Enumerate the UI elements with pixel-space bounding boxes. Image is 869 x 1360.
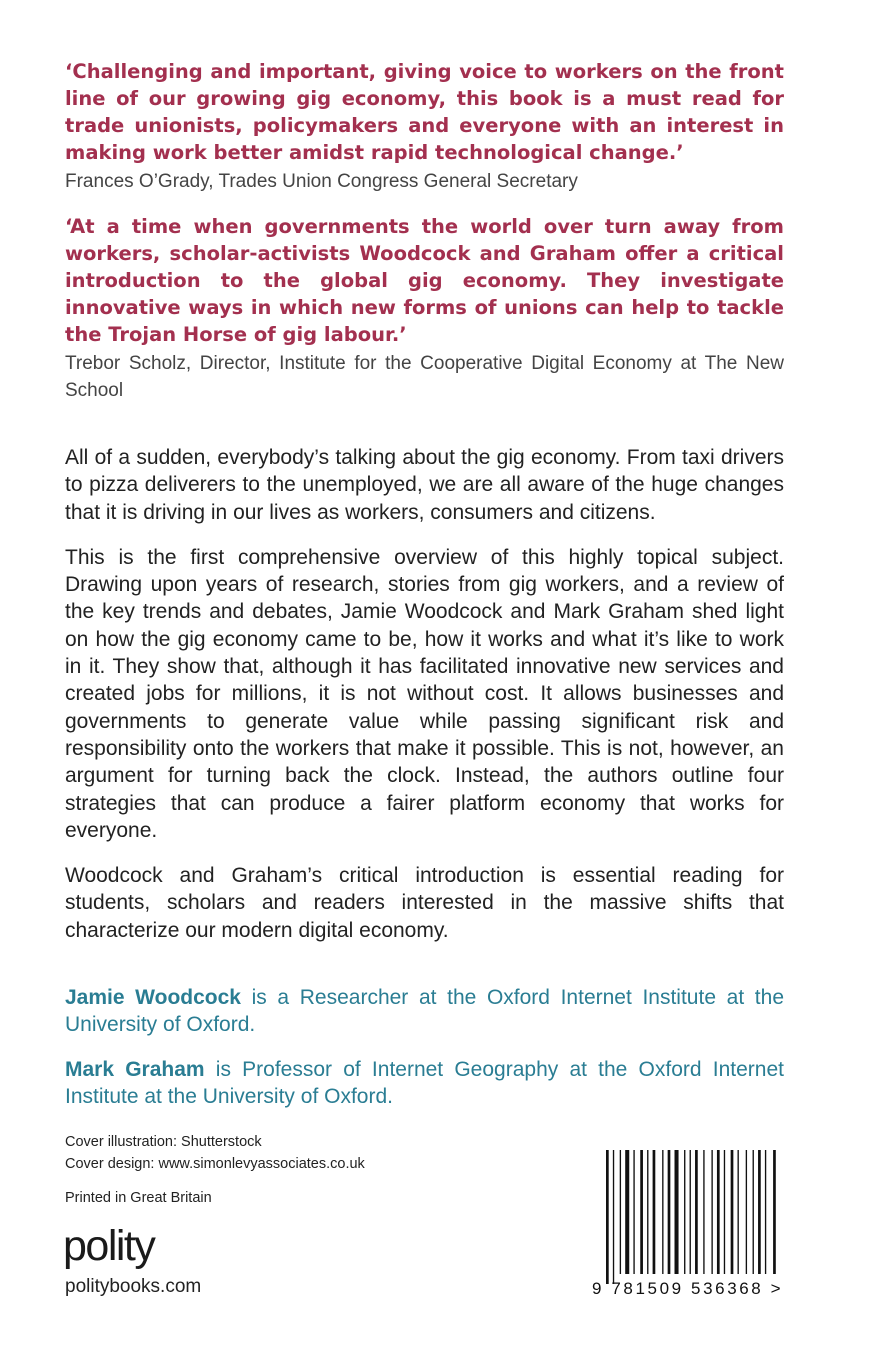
barcode-bar	[633, 1150, 634, 1274]
barcode-bar	[738, 1150, 739, 1274]
author-bio-text: is Professor of Internet Geography at the Oxford Internet Institute at the University of Oxford.	[65, 1058, 784, 1109]
endorsement-attribution: Frances O’Grady, Trades Union Congress General Secretary	[65, 171, 578, 192]
barcode-bar	[653, 1150, 656, 1274]
barcode-bar	[758, 1150, 761, 1274]
barcode-bar	[662, 1150, 663, 1274]
barcode-bar	[724, 1150, 725, 1274]
description-paragraph: All of a sudden, everybody’s talking about the gig economy. From taxi drivers to pizza deliverers to the unemployed, we are all aware of the huge changes that it is driving in our lives as workers, consumers and citizens.	[65, 446, 784, 524]
back-cover-content	[65, 58, 784, 1128]
barcode-bar	[647, 1150, 648, 1274]
endorsement-quote: ‘Challenging and important, giving voice to workers on the front line of our growing gig economy, this book is a must read for trade unionists, policymakers and everyone with an interest in making work better amidst rapid technological change.’	[65, 60, 784, 164]
author-bio-text: is a Researcher at the Oxford Internet Institute at the University of Oxford.	[65, 986, 784, 1037]
illustration-credit: Cover illustration: Shutterstock	[65, 1134, 262, 1150]
endorsement-2	[65, 213, 784, 404]
description-paragraph: Woodcock and Graham’s critical introduction is essential reading for students, scholars and readers interested in the massive shifts that characterize our modern digital economy.	[65, 864, 784, 942]
barcode-bar	[746, 1150, 747, 1274]
barcode-bar	[625, 1150, 629, 1274]
endorsement-1	[65, 58, 784, 195]
barcode-bar	[703, 1150, 704, 1274]
isbn-digits: 9 781509 536368 >	[592, 1279, 784, 1298]
barcode-bar	[606, 1150, 609, 1284]
barcode-bar	[695, 1150, 698, 1274]
book-description	[65, 444, 784, 944]
barcode-bar	[753, 1150, 754, 1274]
barcode-bar	[773, 1150, 776, 1274]
barcode-bar	[620, 1150, 621, 1274]
description-paragraph: This is the first comprehensive overview of this highly topical subject. Drawing upon years of research, stories from gig workers, and a review of the key trends and debates, Jamie Woodcock and Mark Graham shed light on how the gig economy came to be, how it works and what it’s like to work in it. They show that, although it has facilitated innovative new services and created jobs for millions, it is not without cost. It allows businesses and governments to generate value while passing significant risk and responsibility onto the workers that make it possible. This is not, however, an argument for turning back the clock. Instead, the authors outline four strategies that can produce a fairer platform economy that works for everyone.	[65, 545, 784, 842]
barcode-bar	[684, 1150, 685, 1274]
barcode-bar	[765, 1150, 766, 1274]
printed-note: Printed in Great Britain	[65, 1190, 212, 1206]
publisher-website: politybooks.com	[65, 1276, 202, 1297]
author-name: Jamie Woodcock	[65, 986, 241, 1010]
author-bios	[65, 984, 784, 1110]
barcode	[592, 1150, 782, 1300]
polity-logo: polity	[63, 1222, 155, 1270]
author-bio	[65, 1056, 784, 1110]
barcode-bar	[640, 1150, 643, 1274]
barcode-bar	[690, 1150, 691, 1274]
author-bio	[65, 984, 784, 1038]
barcode-bar	[717, 1150, 720, 1274]
barcode-bar	[675, 1150, 679, 1274]
barcode-bar	[613, 1150, 614, 1284]
author-name: Mark Graham	[65, 1058, 205, 1082]
credits	[65, 1131, 365, 1209]
endorsement-quote: ‘At a time when governments the world over turn away from workers, scholar-activists Woodcock and Graham offer a critical introduction to the global gig economy. They investigate innovative ways in which new forms of unions can help to tackle the Trojan Horse of gig labour.’	[65, 215, 784, 346]
endorsement-attribution: Trebor Scholz, Director, Institute for the Cooperative Digital Economy at The New School	[65, 353, 784, 401]
barcode-bar	[731, 1150, 734, 1274]
barcode-bar	[711, 1150, 712, 1274]
barcode-bar	[668, 1150, 671, 1274]
design-credit: Cover design: www.simonlevyassociates.co.uk	[65, 1156, 365, 1172]
